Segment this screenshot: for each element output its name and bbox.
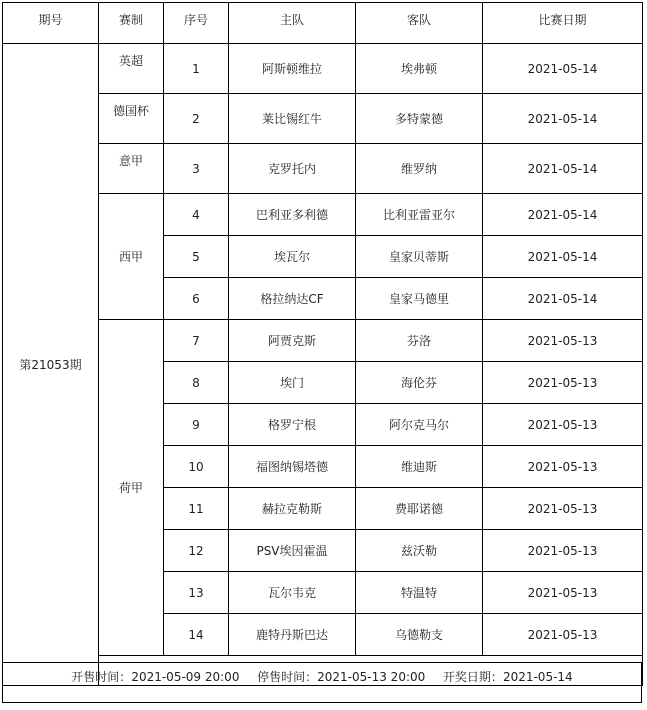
match-date-cell: 2021-05-14 [483, 194, 643, 236]
home-team-cell: 巴利亚多利德 [229, 194, 356, 236]
match-date-cell: 2021-05-14 [483, 44, 643, 94]
home-team-cell: 埃瓦尔 [229, 236, 356, 278]
away-team-cell: 皇家贝蒂斯 [356, 236, 483, 278]
away-team-cell: 多特蒙德 [356, 94, 483, 144]
seq-cell: 12 [164, 530, 229, 572]
issue-cell: 第21053期 [3, 44, 99, 686]
away-team-cell: 特温特 [356, 572, 483, 614]
away-team-cell: 费耶诺德 [356, 488, 483, 530]
seq-cell: 7 [164, 320, 229, 362]
away-team-cell: 海伦芬 [356, 362, 483, 404]
away-team-cell: 皇家马德里 [356, 278, 483, 320]
match-date-cell: 2021-05-13 [483, 572, 643, 614]
match-date-cell: 2021-05-13 [483, 530, 643, 572]
league-cell: 意甲 [99, 144, 164, 194]
seq-cell: 10 [164, 446, 229, 488]
schedule-table [2, 2, 643, 686]
away-team-cell: 芬洛 [356, 320, 483, 362]
header-date: 比赛日期 [483, 3, 643, 44]
seq-cell: 14 [164, 614, 229, 656]
sale-stop-value: 2021-05-13 20:00 [317, 670, 426, 684]
match-date-cell: 2021-05-13 [483, 488, 643, 530]
home-team-cell: 埃门 [229, 362, 356, 404]
match-date-cell: 2021-05-13 [483, 446, 643, 488]
table-row [3, 94, 643, 144]
sale-start-value: 2021-05-09 20:00 [131, 670, 240, 684]
home-team-cell: 格罗宁根 [229, 404, 356, 446]
table-row [3, 320, 643, 362]
seq-cell: 6 [164, 278, 229, 320]
sale-stop-label: 停售时间： [257, 670, 318, 684]
header-issue: 期号 [3, 3, 99, 44]
sale-start-label: 开售时间： [71, 670, 132, 684]
league-cell: 荷甲 [99, 320, 164, 656]
away-team-cell: 比利亚雷亚尔 [356, 194, 483, 236]
seq-cell: 1 [164, 44, 229, 94]
match-date-cell: 2021-05-13 [483, 614, 643, 656]
header-league: 赛制 [99, 3, 164, 44]
table-row [3, 194, 643, 236]
seq-cell: 5 [164, 236, 229, 278]
sale-info-footer [2, 662, 642, 703]
league-cell: 英超 [99, 44, 164, 94]
header-away: 客队 [356, 3, 483, 44]
table-row [3, 144, 643, 194]
home-team-cell: PSV埃因霍温 [229, 530, 356, 572]
away-team-cell: 兹沃勒 [356, 530, 483, 572]
home-team-cell: 福图纳锡塔德 [229, 446, 356, 488]
home-team-cell: 克罗托内 [229, 144, 356, 194]
seq-cell: 4 [164, 194, 229, 236]
draw-date-label: 开奖日期： [442, 670, 503, 684]
match-date-cell: 2021-05-13 [483, 404, 643, 446]
match-date-cell: 2021-05-14 [483, 94, 643, 144]
draw-date-value: 2021-05-14 [502, 670, 573, 684]
home-team-cell: 阿斯顿维拉 [229, 44, 356, 94]
match-date-cell: 2021-05-13 [483, 320, 643, 362]
away-team-cell: 阿尔克马尔 [356, 404, 483, 446]
seq-cell: 9 [164, 404, 229, 446]
away-team-cell: 维迪斯 [356, 446, 483, 488]
seq-cell: 2 [164, 94, 229, 144]
away-team-cell: 埃弗顿 [356, 44, 483, 94]
header-seq: 序号 [164, 3, 229, 44]
home-team-cell: 赫拉克勒斯 [229, 488, 356, 530]
table-row [3, 44, 643, 94]
home-team-cell: 鹿特丹斯巴达 [229, 614, 356, 656]
seq-cell: 11 [164, 488, 229, 530]
match-date-cell: 2021-05-13 [483, 362, 643, 404]
seq-cell: 13 [164, 572, 229, 614]
home-team-cell: 阿贾克斯 [229, 320, 356, 362]
home-team-cell: 瓦尔韦克 [229, 572, 356, 614]
header-home: 主队 [229, 3, 356, 44]
match-date-cell: 2021-05-14 [483, 144, 643, 194]
seq-cell: 8 [164, 362, 229, 404]
match-date-cell: 2021-05-14 [483, 278, 643, 320]
league-cell: 西甲 [99, 194, 164, 320]
home-team-cell: 格拉纳达CF [229, 278, 356, 320]
away-team-cell: 乌德勒支 [356, 614, 483, 656]
header-row [3, 3, 643, 44]
seq-cell: 3 [164, 144, 229, 194]
away-team-cell: 维罗纳 [356, 144, 483, 194]
match-date-cell: 2021-05-14 [483, 236, 643, 278]
home-team-cell: 莱比锡红牛 [229, 94, 356, 144]
league-cell: 德国杯 [99, 94, 164, 144]
